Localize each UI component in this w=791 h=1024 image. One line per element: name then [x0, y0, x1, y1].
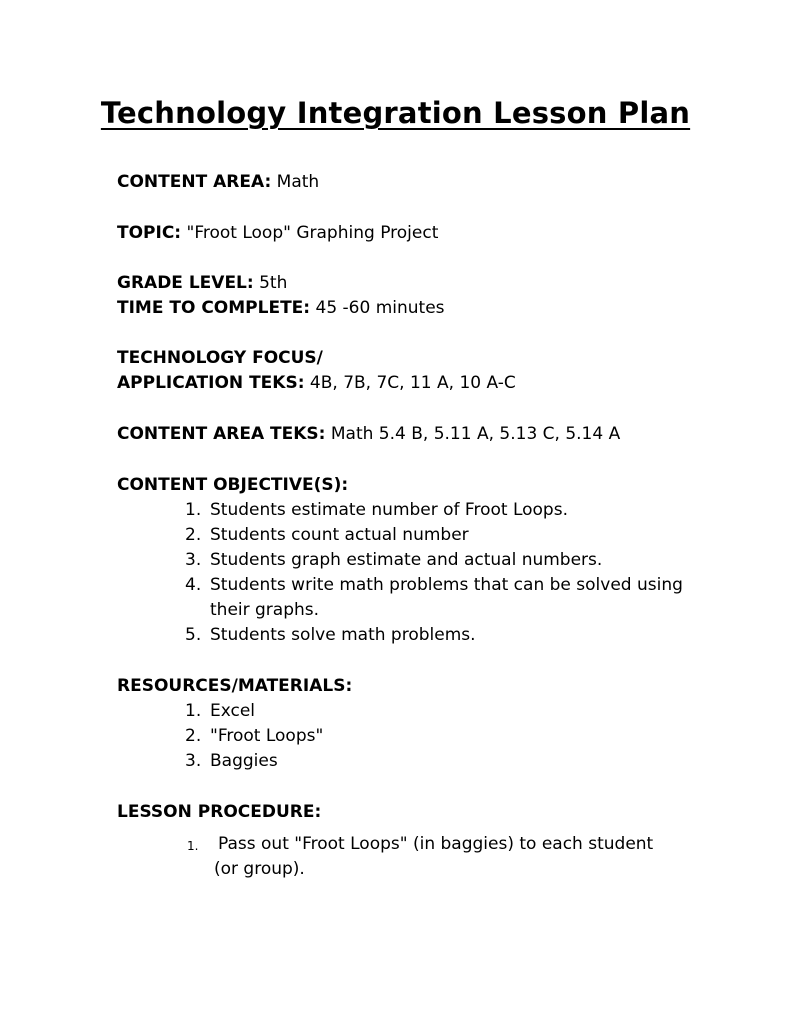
objective-number: 2.	[185, 525, 202, 545]
time-to-complete-label: TIME TO COMPLETE:	[117, 298, 311, 318]
objective-number: 4.	[185, 575, 202, 595]
application-teks-label: APPLICATION TEKS:	[117, 373, 305, 393]
topic-line	[117, 222, 438, 244]
application-teks-line	[117, 372, 516, 394]
grade-level-value: 5th	[259, 273, 288, 293]
objective-number: 5.	[185, 625, 202, 645]
objective-text: Students count actual number	[210, 525, 469, 545]
objective-number: 3.	[185, 550, 202, 570]
technology-focus-line	[117, 347, 323, 369]
topic-value: "Froot Loop" Graphing Project	[186, 223, 439, 243]
content-area-teks-value: Math 5.4 B, 5.11 A, 5.13 C, 5.14 A	[330, 424, 621, 444]
time-to-complete-line	[117, 297, 445, 319]
content-area-value: Math	[276, 172, 320, 192]
grade-level-line	[117, 272, 287, 294]
content-area-line	[117, 171, 319, 193]
resource-number: 1.	[185, 701, 202, 721]
resources-heading	[117, 675, 352, 697]
lesson-procedure-heading	[117, 801, 321, 823]
procedure-text-continued: (or group).	[214, 859, 305, 879]
application-teks-value: 4B, 7B, 7C, 11 A, 10 A-C	[309, 373, 516, 393]
grade-level-label: GRADE LEVEL:	[117, 273, 254, 293]
resources-label: RESOURCES/MATERIALS:	[117, 676, 353, 696]
time-to-complete-value: 45 -60 minutes	[315, 298, 445, 318]
objective-text-continued: their graphs.	[210, 600, 320, 620]
objective-text: Students graph estimate and actual numbers.	[210, 550, 603, 570]
resource-text: Baggies	[210, 751, 278, 771]
resource-number: 3.	[185, 751, 202, 771]
content-area-teks-label: CONTENT AREA TEKS:	[117, 424, 326, 444]
content-area-label: CONTENT AREA:	[117, 172, 272, 192]
objective-text: Students write math problems that can be solved using	[210, 575, 683, 595]
content-area-teks-line	[117, 423, 620, 445]
objective-number: 1.	[185, 500, 202, 520]
procedure-text: Pass out "Froot Loops" (in baggies) to each student	[218, 834, 654, 854]
procedure-number: 1.	[187, 839, 199, 853]
resource-text: Excel	[210, 701, 256, 721]
objective-text: Students estimate number of Froot Loops.	[210, 500, 568, 520]
content-objectives-label: CONTENT OBJECTIVE(S):	[117, 475, 349, 495]
lesson-procedure-label: LESSON PROCEDURE:	[117, 802, 322, 822]
resource-number: 2.	[185, 726, 202, 746]
resource-text: "Froot Loops"	[210, 726, 324, 746]
objective-text: Students solve math problems.	[210, 625, 476, 645]
content-objectives-heading	[117, 474, 348, 496]
page-title: Technology Integration Lesson Plan	[100, 96, 691, 130]
topic-label: TOPIC:	[117, 223, 182, 243]
technology-focus-label: TECHNOLOGY FOCUS/	[117, 348, 323, 368]
